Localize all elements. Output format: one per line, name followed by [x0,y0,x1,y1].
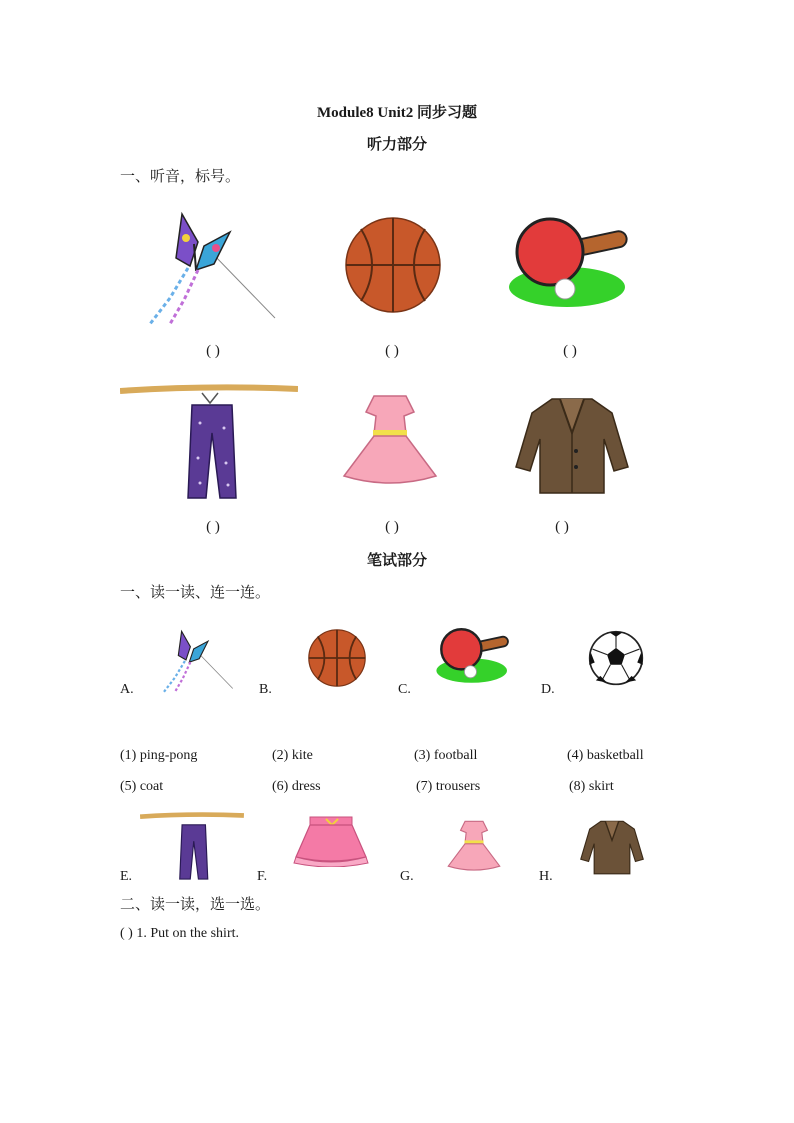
dress-image [340,390,440,490]
dress-small-image [444,818,504,874]
word-kite: (2) kite [272,748,313,763]
word-trousers: (7) trousers [416,779,481,794]
trousers-image [120,383,298,503]
coat-image [512,393,632,497]
basketball-small-image [307,628,367,688]
football-image [588,630,644,686]
match-letter-e: E. [120,869,133,884]
match-letter-g: G. [400,869,414,884]
word-football: (3) football [414,748,478,763]
word-basketball: (4) basketball [567,748,644,763]
answer-paren-6[interactable]: ( ) [555,519,569,535]
q2-item-1: ( ) 1. Put on the shirt. [120,926,239,941]
answer-paren-5[interactable]: ( ) [385,519,399,535]
word-dress: (6) dress [272,779,321,794]
match-letter-b: B. [259,682,272,697]
kite-image [140,208,280,328]
basketball-image [343,215,443,315]
match-letter-d: D. [541,682,555,697]
answer-paren-3[interactable]: ( ) [563,343,577,359]
ping-pong-image [505,217,630,309]
writing-question-2: 二、读一读，选一选。 [120,897,271,913]
trousers-small-image [140,812,244,882]
match-letter-f: F. [257,869,268,884]
word-ping-pong: (1) ping-pong [120,748,198,763]
listening-heading: 听力部分 [366,137,427,153]
listening-question-1: 一、听音，标号。 [120,169,241,185]
writing-heading: 笔试部分 [366,553,427,569]
word-coat: (5) coat [120,779,164,794]
match-letter-a: A. [120,682,134,697]
answer-paren-2[interactable]: ( ) [385,343,399,359]
answer-paren-1[interactable]: ( ) [206,343,220,359]
kite-small-image [158,628,236,694]
skirt-image [292,815,370,867]
match-letter-h: H. [539,869,553,884]
ping-pong-small-image [434,628,510,684]
match-letter-c: C. [398,682,411,697]
answer-paren-4[interactable]: ( ) [206,519,220,535]
page-title: Module8 Unit2 同步习题 [316,105,477,121]
coat-small-image [578,818,646,876]
word-skirt: (8) skirt [569,779,614,794]
writing-question-1: 一、读一读、连一连。 [120,585,271,601]
